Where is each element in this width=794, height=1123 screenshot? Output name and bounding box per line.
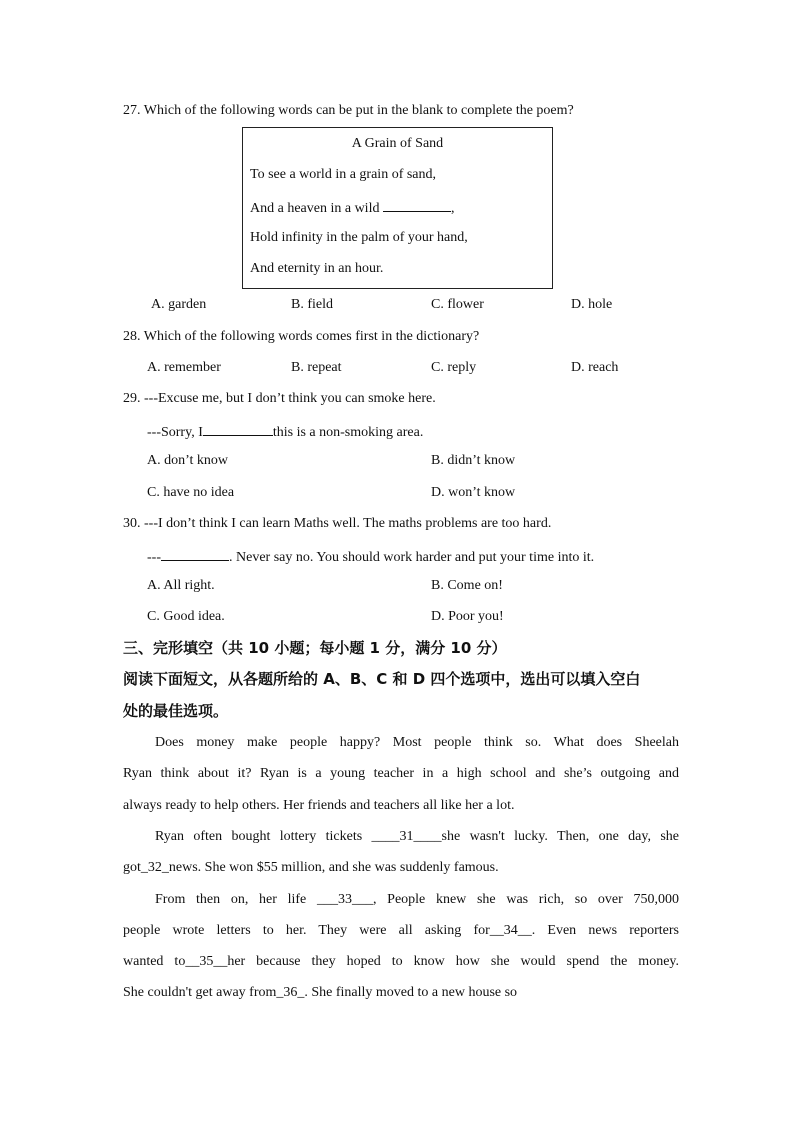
passage-p1-line-1	[155, 734, 679, 752]
q29-option-d: D. won’t know	[431, 485, 516, 500]
q28-option-b: B. repeat	[291, 360, 342, 375]
q27-option-a: A. garden	[151, 297, 207, 312]
q29-option-a: A. don’t know	[147, 453, 229, 468]
passage-p3-line-1-text: From then on, her life ___33___, People knew she was rich, so over 750,000	[155, 892, 679, 907]
q29-line-2-pre: ---Sorry, I	[147, 425, 203, 440]
passage-p3-line-3	[123, 953, 679, 971]
q30-blank	[161, 546, 229, 561]
poem-line-1: To see a world in a grain of sand,	[250, 167, 437, 182]
section-3-instruction-line-2: 处的最佳选项。	[123, 702, 229, 720]
q28-stem: 28. Which of the following words comes first in the dictionary?	[123, 329, 480, 344]
passage-p2-line-1-text: Ryan often bought lottery tickets ____31____she wasn't lucky. Then, one day, she	[155, 829, 679, 844]
q27-option-d: D. hole	[571, 297, 613, 312]
poem-line-2-comma: ,	[450, 201, 455, 216]
passage-p3-line-4: She couldn't get away from_36_. She finally moved to a new house so	[123, 985, 518, 1000]
section-3-heading: 三、完形填空（共 10 小题；每小题 1 分，满分 10 分）	[123, 639, 507, 657]
q29-line-2-post: this is a non-smoking area.	[272, 425, 424, 440]
q30-line-2	[147, 546, 594, 567]
q30-line-2-post: . Never say no. You should work harder and put your time into it.	[229, 550, 595, 565]
q29-line-1: 29. ---Excuse me, but I don’t think you can smoke here.	[123, 391, 436, 406]
q28-option-c: C. reply	[431, 360, 477, 375]
passage-p1-line-3: always ready to help others. Her friends and teachers all like her a lot.	[123, 798, 515, 813]
passage-p3-line-2-text: people wrote letters to her. They were all asking for__34__. Even news reporters	[123, 923, 679, 938]
q27-option-c: C. flower	[431, 297, 484, 312]
poem-box	[242, 127, 553, 289]
q29-blank	[203, 421, 273, 436]
passage-p2-line-2: got_32_news. She won $55 million, and she was suddenly famous.	[123, 860, 499, 875]
passage-p1-line-2	[123, 765, 679, 783]
poem-line-3: Hold infinity in the palm of your hand,	[250, 230, 468, 245]
q30-line-2-pre: ---	[147, 550, 161, 565]
q30-option-c: C. Good idea.	[147, 609, 225, 624]
poem-blank	[383, 197, 451, 212]
q30-option-a: A. All right.	[147, 578, 215, 593]
passage-p3-line-2	[123, 922, 679, 940]
section-3-instruction-line-1: 阅读下面短文，从各题所给的 A、B、C 和 D 四个选项中，选出可以填入空白	[123, 670, 641, 688]
q29-option-c: C. have no idea	[147, 485, 235, 500]
passage-p1-line-2-text: Ryan think about it? Ryan is a young teacher in a high school and she’s outgoing and	[123, 766, 679, 781]
poem-line-2	[250, 197, 454, 218]
passage-p1-line-1-text: Does money make people happy? Most people think so. What does Sheelah	[155, 735, 679, 750]
q29-line-2	[147, 421, 423, 442]
q29-option-b: B. didn’t know	[431, 453, 516, 468]
poem-line-4: And eternity in an hour.	[250, 261, 384, 276]
q28-option-d: D. reach	[571, 360, 619, 375]
q28-option-a: A. remember	[147, 360, 221, 375]
passage-p3-line-3-text: wanted to__35__her because they hoped to know how she would spend the money.	[123, 954, 679, 969]
q27-option-b: B. field	[291, 297, 333, 312]
q30-line-1: 30. ---I don’t think I can learn Maths well. The maths problems are too hard.	[123, 516, 552, 531]
q27-stem: 27. Which of the following words can be put in the blank to complete the poem?	[123, 103, 574, 118]
q30-option-d: D. Poor you!	[431, 609, 504, 624]
poem-line-2-text: And a heaven in a wild	[250, 201, 383, 216]
passage-p3-line-1	[155, 891, 679, 909]
passage-p2-line-1	[155, 828, 679, 846]
q30-option-b: B. Come on!	[431, 578, 503, 593]
poem-title: A Grain of Sand	[351, 136, 444, 151]
